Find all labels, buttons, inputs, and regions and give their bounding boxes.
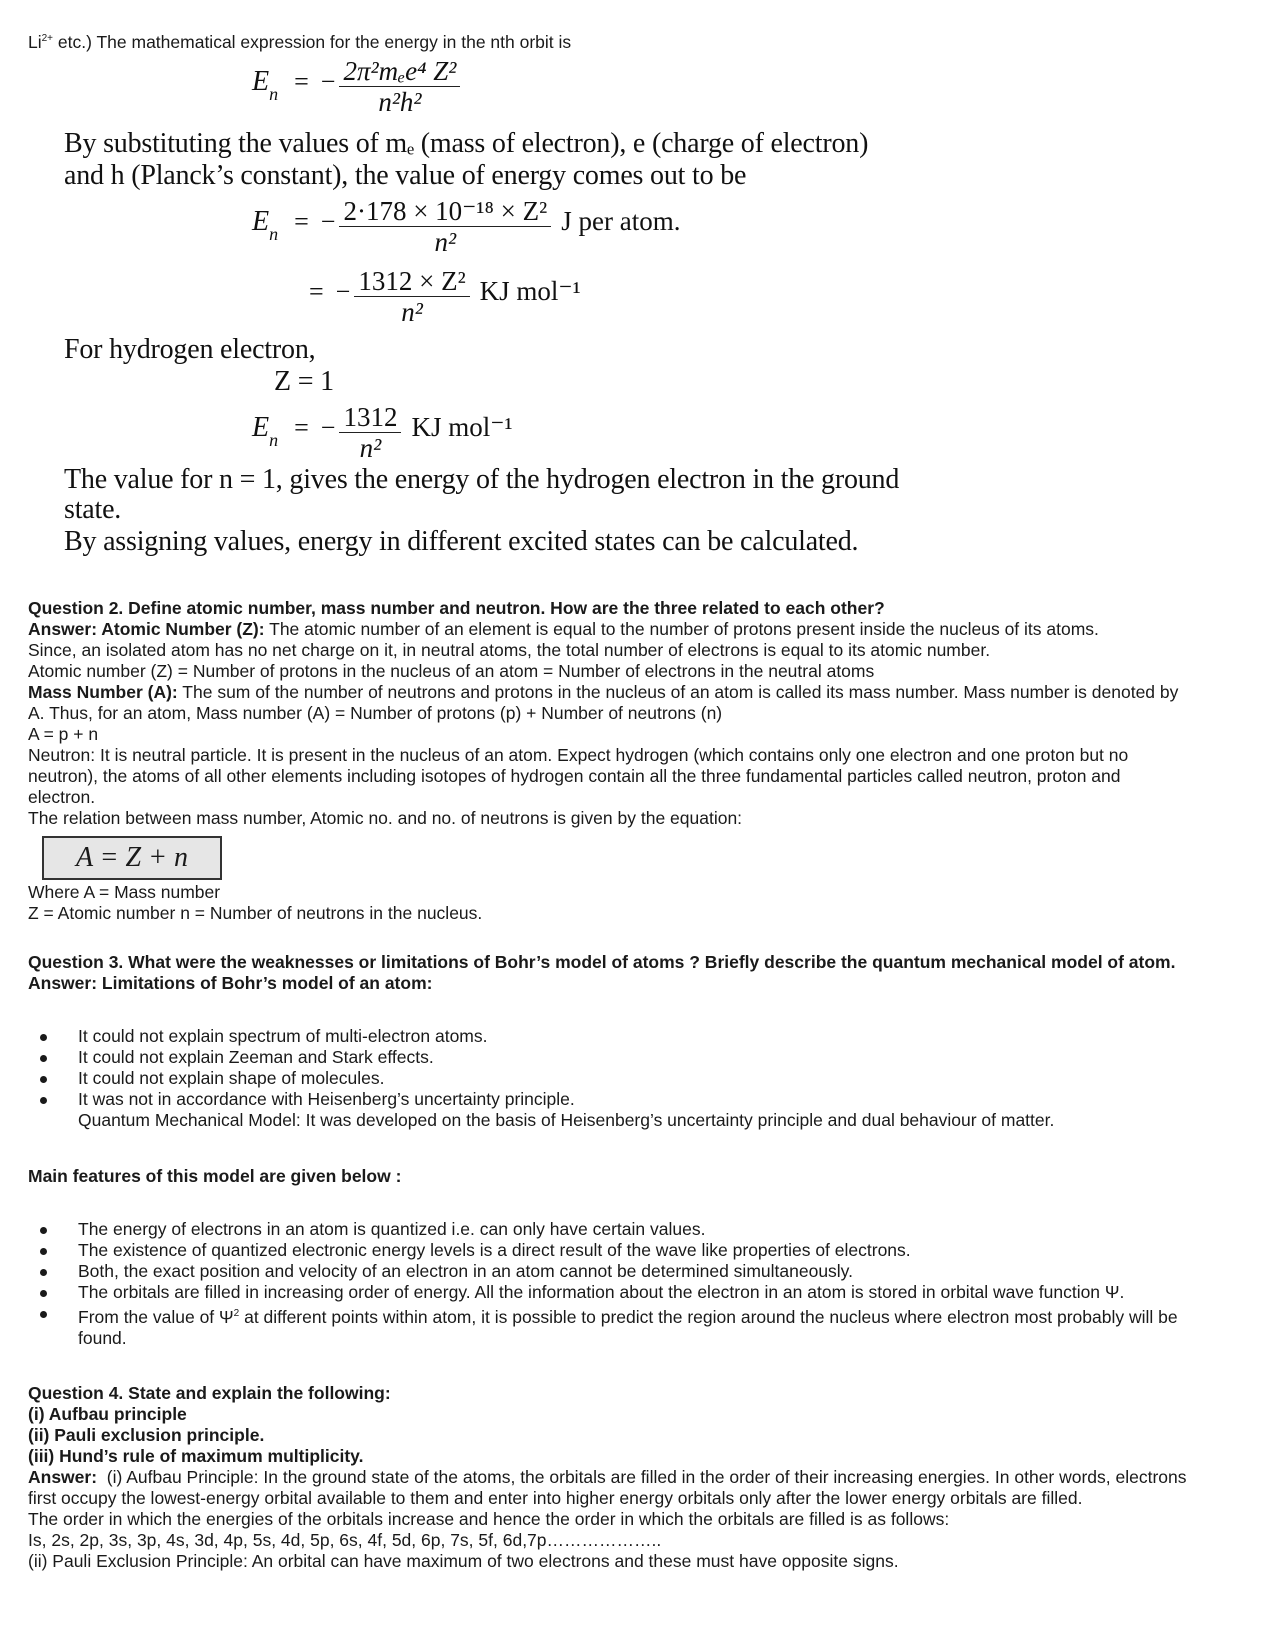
question-3-title: Question 3. What were the weaknesses or limitations of Bohr’s model of atoms ? Briefly describe the quantum mechanical model of atom. xyxy=(28,952,1176,972)
mass-number-text: The sum of the number of neutrons and protons in the nucleus of an atom is called its mass number. Mass number is denoted by xyxy=(177,682,1179,702)
eq-equals: = xyxy=(294,207,309,237)
bullet-icon xyxy=(40,1055,47,1062)
eq-lhs: E xyxy=(252,412,270,444)
list-item xyxy=(36,1261,1178,1282)
eq-lhs: E xyxy=(252,66,270,98)
answer-text: (i) Aufbau Principle: In the ground state of the atoms, the orbitals are filled in the order of their increasing energies. In other words, electrons xyxy=(97,1467,1187,1487)
a-equals-p-plus-n: A = p + n xyxy=(28,724,99,744)
atomic-number-answer xyxy=(28,619,1258,640)
intro-line xyxy=(28,28,571,53)
eq-fraction xyxy=(354,266,469,327)
excited-states-line: By assigning values, energy in different excited states can be calculated. xyxy=(64,526,859,557)
where-block xyxy=(28,882,482,924)
mass-number-line xyxy=(28,682,1258,703)
list-item-text: It could not explain spectrum of multi-electron atoms. xyxy=(78,1026,488,1046)
limitations-list xyxy=(36,1026,1054,1131)
mass-number-label: Mass Number (A): xyxy=(28,682,178,702)
bullet-icon xyxy=(40,1097,47,1104)
bullet-icon xyxy=(40,1311,47,1318)
eq-unit: J per atom. xyxy=(561,206,681,237)
bullet-icon xyxy=(40,1034,47,1041)
eq-denominator: n² xyxy=(339,432,401,463)
eq-lhs-sub: n xyxy=(269,224,279,245)
intro-superscript: 2+ xyxy=(41,33,54,44)
intro-text: etc.) The mathematical expression for the energy in the nth orbit is xyxy=(53,32,572,52)
eq-lhs-sub: n xyxy=(269,430,279,451)
list-item-text: The energy of electrons in an atom is quantized i.e. can only have certain values. xyxy=(78,1219,706,1239)
answer-label: Answer: xyxy=(28,1467,98,1487)
z-value: Z = 1 xyxy=(274,366,334,397)
eq-sign: − xyxy=(320,207,336,237)
energy-equation-joules xyxy=(252,196,680,257)
bullet-icon xyxy=(40,1290,47,1297)
question-3-header xyxy=(28,952,1175,994)
psi-superscript: 2 xyxy=(233,1308,240,1319)
list-item xyxy=(36,1089,1054,1110)
substitution-line-2: and h (Planck’s constant), the value of energy comes out to be xyxy=(64,160,747,191)
boxed-equation: A = Z + n xyxy=(42,836,222,880)
eq-equals: = xyxy=(294,67,309,97)
ground-state-line-2: state. xyxy=(64,494,122,525)
list-item-text: It was not in accordance with Heisenberg’s uncertainty principle. xyxy=(78,1089,575,1109)
question-4-title: Question 4. State and explain the following: xyxy=(28,1383,391,1403)
energy-equation-kj xyxy=(297,266,581,327)
eq-fraction xyxy=(339,196,551,257)
eq-denominator: n²h² xyxy=(339,86,460,117)
eq-numerator: 2π²mₑe⁴ Z² xyxy=(343,56,457,86)
eq-lhs-sub: n xyxy=(269,84,279,105)
question-4-answer-line-3: The order in which the energies of the orbitals increase and hence the order in which the orbitals are filled is as follows: xyxy=(28,1509,950,1529)
question-4 xyxy=(28,1383,1268,1572)
question-3-answer-heading: Answer: Limitations of Bohr’s model of an atom: xyxy=(28,973,433,993)
features-heading: Main features of this model are given below : xyxy=(28,1166,402,1186)
list-item xyxy=(36,1303,1178,1349)
where-line-1: Where A = Mass number xyxy=(28,882,221,902)
mass-number-formula-line: A. Thus, for an atom, Mass number (A) = Number of protons (p) + Number of neutrons (n) xyxy=(28,703,723,723)
question-4-item: (i) Aufbau principle xyxy=(28,1404,187,1424)
list-item xyxy=(36,1068,1054,1089)
answer-text: The atomic number of an element is equal to the number of protons present inside the nucleus of its atoms. xyxy=(264,619,1099,639)
eq-denominator: n² xyxy=(339,226,551,257)
eq-sign: − xyxy=(335,277,351,307)
qm-model-text: Quantum Mechanical Model: It was developed on the basis of Heisenberg’s uncertainty principle and dual behaviour of matter. xyxy=(78,1110,1055,1130)
list-item-text: It could not explain Zeeman and Stark effects. xyxy=(78,1047,434,1067)
neutral-atom-line: Since, an isolated atom has no net charge on it, in neutral atoms, the total number of electrons is equal to its atomic number. xyxy=(28,640,991,660)
list-item-text: Both, the exact position and velocity of an electron in an atom cannot be determined simultaneously. xyxy=(78,1261,853,1281)
list-item xyxy=(36,1240,1178,1261)
substitution-line-1: By substituting the values of mₑ (mass of electron), e (charge of electron) xyxy=(64,128,869,159)
question-4-answer-line-2: first occupy the lowest-energy orbital available to them and enter into higher energy orbitals only after the lower energy orbitals are filled. xyxy=(28,1488,1083,1508)
question-4-item: (iii) Hund’s rule of maximum multiplicity. xyxy=(28,1446,364,1466)
pauli-principle-line: (ii) Pauli Exclusion Principle: An orbital can have maximum of two electrons and these must have opposite signs. xyxy=(28,1551,899,1571)
eq-sign: − xyxy=(320,67,336,97)
bullet-icon xyxy=(40,1227,47,1234)
eq-lhs: E xyxy=(252,206,270,238)
eq-unit: KJ mol⁻¹ xyxy=(411,412,513,443)
where-line-2: Z = Atomic number n = Number of neutrons in the nucleus. xyxy=(28,903,483,923)
eq-sign: − xyxy=(320,413,336,443)
eq-numerator: 1312 xyxy=(343,402,398,432)
ground-state-line-1: The value for n = 1, gives the energy of the hydrogen electron in the ground xyxy=(64,464,900,495)
list-item xyxy=(36,1026,1054,1047)
bullet-icon xyxy=(40,1269,47,1276)
list-item-text: The orbitals are filled in increasing order of energy. All the information about the electron in an atom is stored in orbital wave function Ψ. xyxy=(78,1282,1125,1302)
qm-model-line xyxy=(36,1110,1054,1131)
eq-fraction xyxy=(339,56,460,117)
neutron-line-3: electron. xyxy=(28,787,96,807)
bullet-icon xyxy=(40,1248,47,1255)
relation-line: The relation between mass number, Atomic no. and no. of neutrons is given by the equation: xyxy=(28,808,743,828)
question-2 xyxy=(28,598,1258,829)
atomic-number-equation-line: Atomic number (Z) = Number of protons in the nucleus of an atom = Number of electrons in the neutral atoms xyxy=(28,661,875,681)
eq-equals: = xyxy=(294,413,309,443)
question-4-item: (ii) Pauli exclusion principle. xyxy=(28,1425,265,1445)
list-item xyxy=(36,1047,1054,1068)
list-item-text: found. xyxy=(78,1328,127,1348)
neutron-line-1: Neutron: It is neutral particle. It is present in the nucleus of an atom. Expect hydrogen (which contains only one electron and one proton but no xyxy=(28,745,1129,765)
question-4-answer-line-1 xyxy=(28,1467,1268,1488)
intro-prefix: Li xyxy=(28,32,42,52)
list-item-text: The existence of quantized electronic energy levels is a direct result of the wave like properties of electrons. xyxy=(78,1240,911,1260)
energy-equation-general xyxy=(252,56,460,117)
bullet-icon xyxy=(40,1076,47,1083)
question-2-title: Question 2. Define atomic number, mass number and neutron. How are the three related to each other? xyxy=(28,598,885,618)
list-item-text: It could not explain shape of molecules. xyxy=(78,1068,385,1088)
list-item xyxy=(36,1219,1178,1240)
eq-numerator: 1312 × Z² xyxy=(358,266,466,296)
orbital-order: Is, 2s, 2p, 3s, 3p, 4s, 3d, 4p, 5s, 4d, 5p, 6s, 4f, 5d, 6p, 7s, 5f, 6d,7p……………….. xyxy=(28,1530,662,1550)
features-list xyxy=(36,1219,1178,1349)
eq-unit: KJ mol⁻¹ xyxy=(479,276,581,307)
eq-numerator: 2·178 × 10⁻¹⁸ × Z² xyxy=(343,196,548,226)
neutron-line-2: neutron), the atoms of all other elements including isotopes of hydrogen contain all the three fundamental particles called neutron, proton and xyxy=(28,766,1121,786)
list-item-text: at different points within atom, it is possible to predict the region around the nucleus where electron most probably will be xyxy=(239,1307,1178,1327)
list-item xyxy=(36,1282,1178,1303)
answer-label: Answer: Atomic Number (Z): xyxy=(28,619,265,639)
eq-fraction xyxy=(339,402,401,463)
eq-equals: = xyxy=(309,277,324,307)
list-item-text: From the value of Ψ xyxy=(78,1307,234,1327)
eq-denominator: n² xyxy=(354,296,469,327)
hydrogen-label: For hydrogen electron, xyxy=(64,334,316,365)
energy-equation-hydrogen xyxy=(252,402,513,463)
